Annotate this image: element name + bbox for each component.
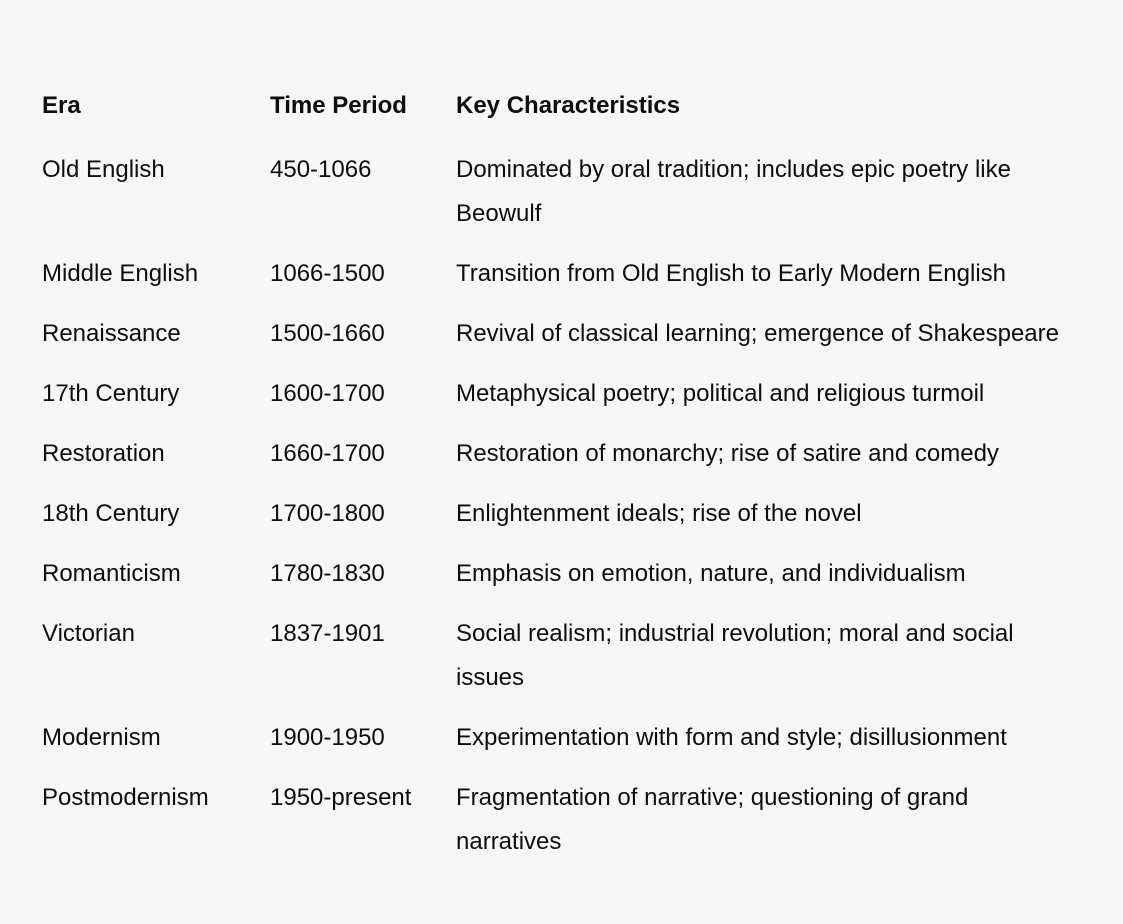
period-cell: 1500-1660 (270, 320, 385, 347)
period-cell: 1600-1700 (270, 380, 385, 407)
table-row (42, 484, 1102, 544)
era-cell: 18th Century (42, 500, 180, 527)
table-row (42, 304, 1102, 364)
period-cell: 1837-1901 (270, 620, 385, 647)
era-cell: Modernism (42, 724, 161, 751)
era-cell: Postmodernism (42, 784, 209, 811)
era-cell: Victorian (42, 620, 135, 647)
table-row (42, 768, 1102, 872)
period-cell: 1780-1830 (270, 560, 385, 587)
period-cell: 1066-1500 (270, 260, 385, 287)
period-cell: 450-1066 (270, 156, 372, 183)
period-cell: 1900-1950 (270, 724, 385, 751)
characteristics-cell: Experimentation with form and style; disillusionment (456, 724, 1007, 751)
characteristics-cell: Social realism; industrial revolution; moral and social issues (456, 620, 1014, 691)
characteristics-cell: Emphasis on emotion, nature, and individualism (456, 560, 966, 587)
literary-eras-table (42, 0, 1102, 872)
table-row (42, 364, 1102, 424)
era-cell: 17th Century (42, 380, 180, 407)
period-cell: 1700-1800 (270, 500, 385, 527)
period-cell: 1660-1700 (270, 440, 385, 467)
table-header-row (42, 0, 1102, 140)
header-time-period: Time Period (270, 92, 407, 119)
era-cell: Romanticism (42, 560, 181, 587)
period-cell: 1950-present (270, 784, 412, 811)
characteristics-cell: Revival of classical learning; emergence of Shakespeare (456, 320, 1059, 347)
table-row (42, 140, 1102, 244)
table-row (42, 424, 1102, 484)
header-era: Era (42, 92, 81, 119)
table-row (42, 244, 1102, 304)
era-cell: Old English (42, 156, 165, 183)
characteristics-cell: Restoration of monarchy; rise of satire and comedy (456, 440, 999, 467)
table-row (42, 544, 1102, 604)
characteristics-cell: Fragmentation of narrative; questioning of grand narratives (456, 784, 969, 855)
characteristics-cell: Transition from Old English to Early Modern English (456, 260, 1007, 287)
characteristics-cell: Enlightenment ideals; rise of the novel (456, 500, 862, 527)
era-cell: Restoration (42, 440, 165, 467)
table-row (42, 604, 1102, 708)
characteristics-cell: Dominated by oral tradition; includes epic poetry like Beowulf (456, 156, 1011, 227)
table-row (42, 708, 1102, 768)
era-cell: Middle English (42, 260, 199, 287)
era-cell: Renaissance (42, 320, 181, 347)
header-key-characteristics: Key Characteristics (456, 92, 681, 119)
characteristics-cell: Metaphysical poetry; political and religious turmoil (456, 380, 985, 407)
